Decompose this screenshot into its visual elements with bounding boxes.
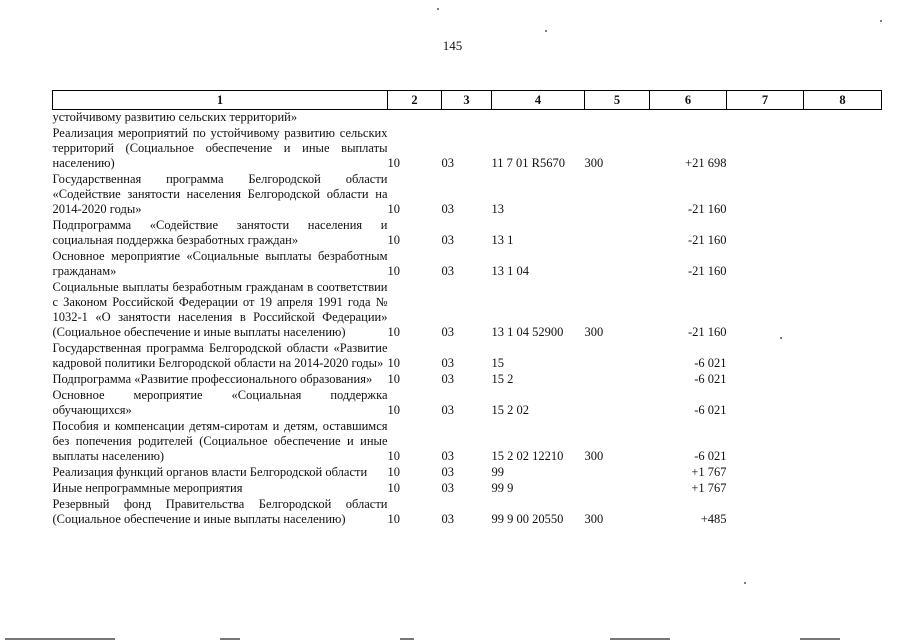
row-col7 xyxy=(727,172,804,218)
row-razdel: 10 xyxy=(387,325,400,339)
row-expense-type xyxy=(585,110,650,127)
row-target-article xyxy=(492,110,585,127)
scan-speck xyxy=(880,20,882,22)
row-name: Подпрограмма «Развитие профессионального образования» xyxy=(52,372,373,386)
row-podrazdel: 03 xyxy=(441,403,454,417)
row-amount: -6 021 xyxy=(694,356,727,370)
row-target-article: 15 2 02 xyxy=(491,403,529,417)
row-name: Государственная программа Белгородской области «Развитие кадровой политики Белгородской области на 2014-2020 годы» xyxy=(52,341,388,370)
table-row xyxy=(53,497,882,528)
row-col8 xyxy=(804,110,882,127)
row-target-article: 13 xyxy=(491,202,504,216)
row-razdel: 10 xyxy=(387,264,400,278)
row-target-article: 15 2 02 12210 xyxy=(491,449,564,463)
row-target-article: 13 1 04 52900 xyxy=(491,325,564,339)
row-col7 xyxy=(727,110,804,127)
table-row xyxy=(53,126,882,172)
column-header: 3 xyxy=(442,91,492,110)
row-amount: -6 021 xyxy=(694,403,727,417)
row-col8 xyxy=(804,172,882,218)
scan-speck xyxy=(437,8,439,10)
row-expense-type xyxy=(585,481,650,497)
row-razdel: 10 xyxy=(387,372,400,386)
row-expense-type: 300 xyxy=(584,156,604,170)
row-razdel: 10 xyxy=(387,512,400,526)
column-header: 6 xyxy=(650,91,727,110)
row-amount xyxy=(650,110,727,127)
row-amount: +485 xyxy=(700,512,727,526)
row-name: Реализация функций органов власти Белгородской области xyxy=(52,465,368,479)
table-row xyxy=(53,388,882,419)
table-header-row xyxy=(53,91,882,110)
row-razdel xyxy=(388,110,442,127)
row-target-article: 99 9 xyxy=(491,481,514,495)
column-header: 4 xyxy=(492,91,585,110)
row-expense-type: 300 xyxy=(584,449,604,463)
table-row xyxy=(53,218,882,249)
table-row xyxy=(53,280,882,341)
table-row xyxy=(53,372,882,388)
row-amount: -21 160 xyxy=(687,264,727,278)
row-col7 xyxy=(727,388,804,419)
row-col8 xyxy=(804,218,882,249)
row-target-article: 15 xyxy=(491,356,504,370)
row-razdel: 10 xyxy=(387,481,400,495)
row-target-article: 99 9 00 20550 xyxy=(491,512,564,526)
row-name: Подпрограмма «Содействие занятости населения и социальная поддержка безработных граждан» xyxy=(52,218,388,247)
row-razdel: 10 xyxy=(387,202,400,216)
row-expense-type xyxy=(585,341,650,372)
row-col8 xyxy=(804,126,882,172)
row-col7 xyxy=(727,372,804,388)
row-expense-type: 300 xyxy=(584,325,604,339)
scan-speck xyxy=(744,582,746,584)
row-col8 xyxy=(804,419,882,465)
table-row xyxy=(53,110,882,127)
scan-speck xyxy=(780,337,782,339)
row-col8 xyxy=(804,388,882,419)
row-podrazdel: 03 xyxy=(441,449,454,463)
row-expense-type xyxy=(585,218,650,249)
row-target-article: 99 xyxy=(491,465,504,479)
row-col8 xyxy=(804,372,882,388)
row-col8 xyxy=(804,497,882,528)
table-row xyxy=(53,341,882,372)
column-header: 5 xyxy=(585,91,650,110)
row-podrazdel: 03 xyxy=(441,264,454,278)
row-col7 xyxy=(727,249,804,280)
row-col7 xyxy=(727,280,804,341)
row-amount: -21 160 xyxy=(687,202,727,216)
row-podrazdel: 03 xyxy=(441,481,454,495)
row-expense-type xyxy=(585,172,650,218)
row-target-article: 15 2 xyxy=(491,372,514,386)
row-col8 xyxy=(804,465,882,481)
row-podrazdel: 03 xyxy=(441,465,454,479)
row-name: Пособия и компенсации детям-сиротам и детям, оставшимся без попечения родителей (Социальное обеспечение и иные выплаты населению) xyxy=(52,419,388,463)
row-col7 xyxy=(727,341,804,372)
row-razdel: 10 xyxy=(387,233,400,247)
row-amount: -6 021 xyxy=(694,372,727,386)
column-header: 2 xyxy=(388,91,442,110)
row-name: Основное мероприятие «Социальные выплаты безработным гражданам» xyxy=(52,249,388,278)
row-amount: +1 767 xyxy=(691,481,727,495)
row-amount: -6 021 xyxy=(694,449,727,463)
row-col8 xyxy=(804,481,882,497)
row-razdel: 10 xyxy=(387,465,400,479)
row-expense-type: 300 xyxy=(584,512,604,526)
table-row xyxy=(53,465,882,481)
row-name: Иные непрограммные мероприятия xyxy=(52,481,243,495)
row-col7 xyxy=(727,419,804,465)
row-podrazdel xyxy=(442,110,492,127)
budget-table xyxy=(52,90,882,528)
row-col7 xyxy=(727,126,804,172)
row-target-article: 13 1 04 xyxy=(491,264,529,278)
column-header: 8 xyxy=(804,91,882,110)
row-expense-type xyxy=(585,372,650,388)
row-amount: -21 160 xyxy=(687,233,727,247)
column-header: 7 xyxy=(727,91,804,110)
scan-speck xyxy=(545,30,547,32)
row-razdel: 10 xyxy=(387,403,400,417)
row-podrazdel: 03 xyxy=(441,202,454,216)
row-col8 xyxy=(804,280,882,341)
row-col8 xyxy=(804,249,882,280)
row-podrazdel: 03 xyxy=(441,325,454,339)
row-name: Государственная программа Белгородской области «Содействие занятости населения Белгородской области на 2014-2020 годы» xyxy=(52,172,388,216)
row-target-article: 11 7 01 R5670 xyxy=(491,156,565,170)
row-col8 xyxy=(804,341,882,372)
row-podrazdel: 03 xyxy=(441,156,454,170)
row-razdel: 10 xyxy=(387,356,400,370)
page-number: 145 xyxy=(442,38,463,53)
row-podrazdel: 03 xyxy=(441,233,454,247)
row-podrazdel: 03 xyxy=(441,356,454,370)
row-amount: +1 767 xyxy=(691,465,727,479)
row-target-article: 13 1 xyxy=(491,233,514,247)
scan-edge-marks xyxy=(0,636,905,640)
column-header: 1 xyxy=(53,91,388,110)
row-name: Социальные выплаты безработным гражданам в соответствии с Законом Российской Федерации от 19 апреля 1991 года № 1032-1 «О занятости населения в Российской Федерации» (Социальное обеспечение и иные выплаты населению) xyxy=(52,280,388,339)
row-podrazdel: 03 xyxy=(441,512,454,526)
row-podrazdel: 03 xyxy=(441,372,454,386)
row-razdel: 10 xyxy=(387,449,400,463)
row-expense-type xyxy=(585,465,650,481)
row-amount: +21 698 xyxy=(685,156,727,170)
table-row xyxy=(53,249,882,280)
row-name: Основное мероприятие «Социальная поддержка обучающихся» xyxy=(52,388,388,417)
row-name: Реализация мероприятий по устойчивому развитию сельских территорий (Социальное обеспечение и иные выплаты населению) xyxy=(52,126,388,170)
row-expense-type xyxy=(585,249,650,280)
row-col7 xyxy=(727,481,804,497)
row-col7 xyxy=(727,218,804,249)
row-razdel: 10 xyxy=(387,156,400,170)
row-name: Резервный фонд Правительства Белгородской области (Социальное обеспечение и иные выплаты населению) xyxy=(52,497,388,526)
row-col7 xyxy=(727,465,804,481)
table-row xyxy=(53,172,882,218)
row-name: устойчивому развитию сельских территорий» xyxy=(52,110,298,124)
row-amount: -21 160 xyxy=(687,325,727,339)
row-col7 xyxy=(727,497,804,528)
table-row xyxy=(53,419,882,465)
row-expense-type xyxy=(585,388,650,419)
table-row xyxy=(53,481,882,497)
